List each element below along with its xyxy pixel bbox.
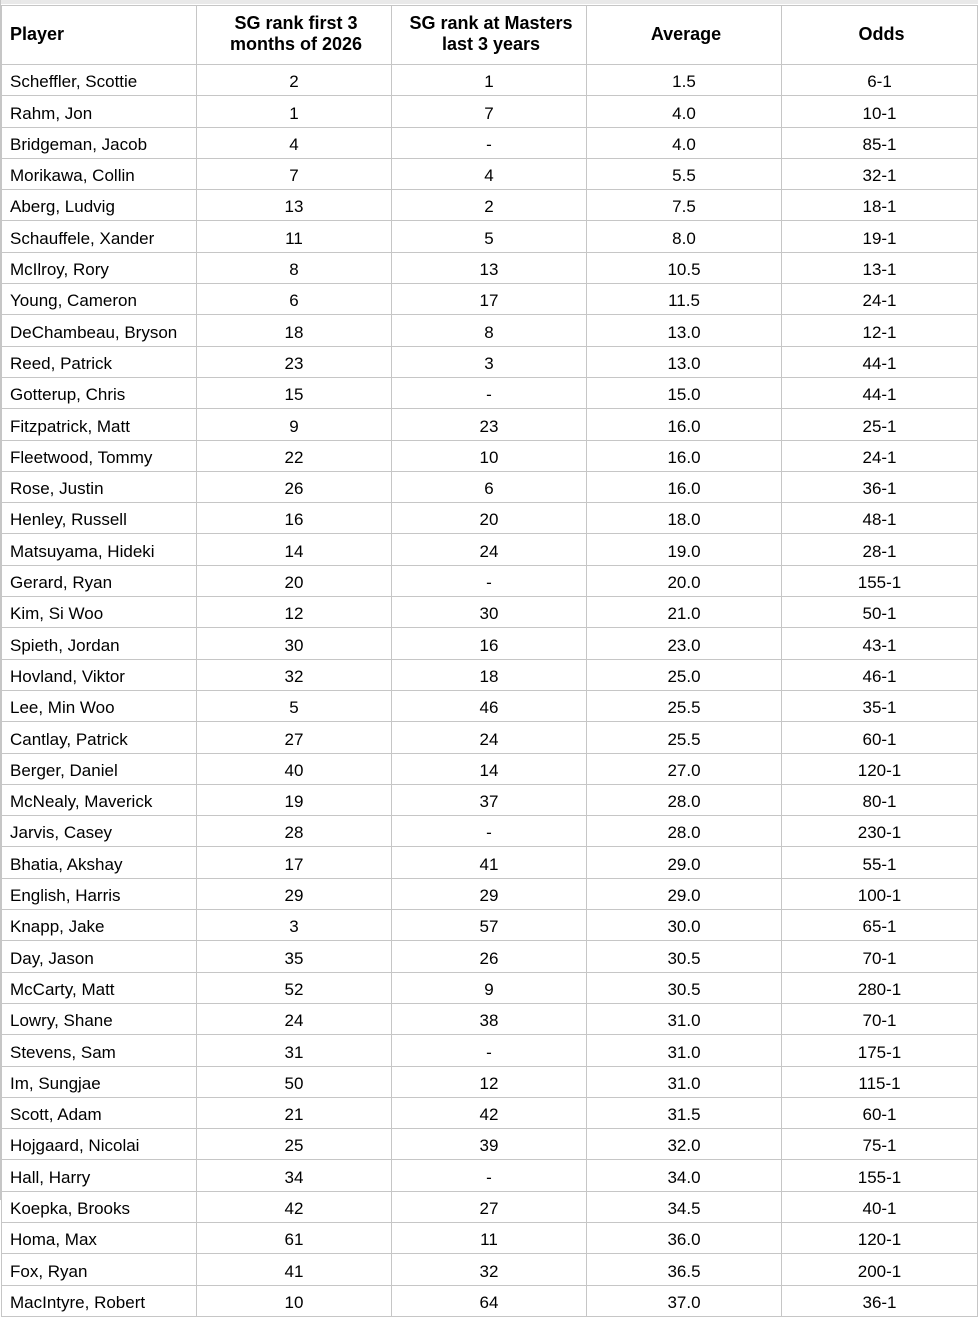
cell-player[interactable]: Day, Jason (2, 941, 197, 972)
cell-odds[interactable]: 50-1 (782, 597, 978, 628)
table-row (2, 784, 978, 815)
cell-player[interactable]: Aberg, Ludvig (2, 190, 197, 221)
cell-sg-rank-masters[interactable]: - (392, 127, 587, 158)
table-row (2, 377, 978, 408)
cell-sg-rank-masters[interactable]: 24 (392, 722, 587, 753)
header-player[interactable]: Player (2, 6, 197, 65)
cell-average[interactable]: 7.5 (587, 190, 782, 221)
cell-sg-rank-2026[interactable]: 52 (197, 972, 392, 1003)
table-row (2, 1222, 978, 1253)
table-row (2, 346, 978, 377)
cell-player[interactable]: McCarty, Matt (2, 972, 197, 1003)
cell-odds[interactable]: 175-1 (782, 1035, 978, 1066)
cell-sg-rank-2026[interactable]: 32 (197, 659, 392, 690)
cell-average[interactable]: 36.0 (587, 1222, 782, 1253)
cell-average[interactable]: 34.5 (587, 1191, 782, 1222)
table-row (2, 1160, 978, 1191)
table-row (2, 722, 978, 753)
cell-sg-rank-2026[interactable]: 35 (197, 941, 392, 972)
cell-sg-rank-masters[interactable]: 17 (392, 284, 587, 315)
cell-sg-rank-2026[interactable]: 28 (197, 816, 392, 847)
cell-average[interactable]: 27.0 (587, 753, 782, 784)
cell-odds[interactable]: 55-1 (782, 847, 978, 878)
cell-sg-rank-2026[interactable]: 41 (197, 1254, 392, 1285)
cell-odds[interactable]: 19-1 (782, 221, 978, 252)
cell-sg-rank-2026[interactable]: 14 (197, 534, 392, 565)
header-sg-rank-2026[interactable]: SG rank first 3 months of 2026 (197, 6, 392, 65)
table-row (2, 878, 978, 909)
cell-player[interactable]: Matsuyama, Hideki (2, 534, 197, 565)
cell-odds[interactable]: 115-1 (782, 1066, 978, 1097)
cell-odds[interactable]: 48-1 (782, 503, 978, 534)
cell-odds[interactable]: 65-1 (782, 910, 978, 941)
cell-player[interactable]: DeChambeau, Bryson (2, 315, 197, 346)
cell-sg-rank-2026[interactable]: 34 (197, 1160, 392, 1191)
cell-sg-rank-2026[interactable]: 8 (197, 252, 392, 283)
cell-average[interactable]: 31.0 (587, 1003, 782, 1034)
cell-average[interactable]: 31.0 (587, 1035, 782, 1066)
cell-odds[interactable]: 85-1 (782, 127, 978, 158)
cell-average[interactable]: 29.0 (587, 878, 782, 909)
table-row (2, 1129, 978, 1160)
table-row (2, 284, 978, 315)
cell-odds[interactable]: 60-1 (782, 1097, 978, 1128)
table-row (2, 1254, 978, 1285)
cell-player[interactable]: Homa, Max (2, 1222, 197, 1253)
table-row (2, 941, 978, 972)
cell-average[interactable]: 30.5 (587, 941, 782, 972)
cell-average[interactable]: 19.0 (587, 534, 782, 565)
cell-sg-rank-2026[interactable]: 27 (197, 722, 392, 753)
sheet-top-edge (0, 0, 978, 4)
cell-sg-rank-masters[interactable]: 23 (392, 409, 587, 440)
cell-odds[interactable]: 28-1 (782, 534, 978, 565)
cell-player[interactable]: Jarvis, Casey (2, 816, 197, 847)
cell-sg-rank-masters[interactable]: 12 (392, 1066, 587, 1097)
cell-player[interactable]: Stevens, Sam (2, 1035, 197, 1066)
cell-odds[interactable]: 12-1 (782, 315, 978, 346)
cell-sg-rank-masters[interactable]: 20 (392, 503, 587, 534)
cell-player[interactable]: Kim, Si Woo (2, 597, 197, 628)
cell-sg-rank-2026[interactable]: 50 (197, 1066, 392, 1097)
cell-sg-rank-masters[interactable]: 32 (392, 1254, 587, 1285)
cell-odds[interactable]: 44-1 (782, 346, 978, 377)
cell-average[interactable]: 25.5 (587, 722, 782, 753)
cell-player[interactable]: Cantlay, Patrick (2, 722, 197, 753)
cell-sg-rank-masters[interactable]: 3 (392, 346, 587, 377)
cell-player[interactable]: Im, Sungjae (2, 1066, 197, 1097)
cell-average[interactable]: 31.5 (587, 1097, 782, 1128)
cell-average[interactable]: 30.0 (587, 910, 782, 941)
cell-sg-rank-masters[interactable]: 1 (392, 65, 587, 96)
cell-sg-rank-2026[interactable]: 25 (197, 1129, 392, 1160)
cell-sg-rank-masters[interactable]: - (392, 377, 587, 408)
table-row (2, 1097, 978, 1128)
cell-sg-rank-masters[interactable]: 10 (392, 440, 587, 471)
cell-sg-rank-2026[interactable]: 3 (197, 910, 392, 941)
cell-average[interactable]: 5.5 (587, 158, 782, 189)
table-row (2, 503, 978, 534)
table-row (2, 471, 978, 502)
cell-sg-rank-2026[interactable]: 19 (197, 784, 392, 815)
cell-average[interactable]: 37.0 (587, 1285, 782, 1316)
table-row (2, 252, 978, 283)
cell-odds[interactable]: 70-1 (782, 1003, 978, 1034)
cell-player[interactable]: Morikawa, Collin (2, 158, 197, 189)
table-row (2, 847, 978, 878)
table-row (2, 628, 978, 659)
cell-sg-rank-2026[interactable]: 7 (197, 158, 392, 189)
cell-sg-rank-masters[interactable]: - (392, 816, 587, 847)
cell-average[interactable]: 32.0 (587, 1129, 782, 1160)
cell-sg-rank-2026[interactable]: 23 (197, 346, 392, 377)
cell-average[interactable]: 20.0 (587, 565, 782, 596)
cell-odds[interactable]: 36-1 (782, 471, 978, 502)
cell-player[interactable]: Fox, Ryan (2, 1254, 197, 1285)
cell-odds[interactable]: 43-1 (782, 628, 978, 659)
cell-player[interactable]: Berger, Daniel (2, 753, 197, 784)
cell-sg-rank-2026[interactable]: 4 (197, 127, 392, 158)
cell-odds[interactable]: 75-1 (782, 1129, 978, 1160)
cell-odds[interactable]: 18-1 (782, 190, 978, 221)
cell-odds[interactable]: 70-1 (782, 941, 978, 972)
cell-player[interactable]: McNealy, Maverick (2, 784, 197, 815)
cell-sg-rank-masters[interactable]: 64 (392, 1285, 587, 1316)
cell-average[interactable]: 21.0 (587, 597, 782, 628)
table-row (2, 972, 978, 1003)
table-row (2, 315, 978, 346)
cell-sg-rank-masters[interactable]: 30 (392, 597, 587, 628)
cell-player[interactable]: MacIntyre, Robert (2, 1285, 197, 1316)
header-sg-rank-masters[interactable]: SG rank at Masters last 3 years (392, 6, 587, 65)
cell-player[interactable]: Hall, Harry (2, 1160, 197, 1191)
cell-average[interactable]: 11.5 (587, 284, 782, 315)
cell-player[interactable]: Rose, Justin (2, 471, 197, 502)
table-row (2, 565, 978, 596)
cell-sg-rank-2026[interactable]: 1 (197, 96, 392, 127)
table-row (2, 1035, 978, 1066)
cell-sg-rank-masters[interactable]: - (392, 565, 587, 596)
table-row (2, 659, 978, 690)
cell-sg-rank-2026[interactable]: 6 (197, 284, 392, 315)
table-row (2, 127, 978, 158)
cell-sg-rank-masters[interactable]: 41 (392, 847, 587, 878)
cell-player[interactable]: Henley, Russell (2, 503, 197, 534)
cell-sg-rank-2026[interactable]: 15 (197, 377, 392, 408)
cell-sg-rank-2026[interactable]: 26 (197, 471, 392, 502)
cell-sg-rank-masters[interactable]: 29 (392, 878, 587, 909)
cell-average[interactable]: 29.0 (587, 847, 782, 878)
cell-sg-rank-masters[interactable]: 16 (392, 628, 587, 659)
cell-odds[interactable]: 155-1 (782, 1160, 978, 1191)
cell-average[interactable]: 13.0 (587, 346, 782, 377)
cell-odds[interactable]: 155-1 (782, 565, 978, 596)
cell-average[interactable]: 15.0 (587, 377, 782, 408)
table-row (2, 534, 978, 565)
cell-sg-rank-2026[interactable]: 21 (197, 1097, 392, 1128)
cell-sg-rank-2026[interactable]: 18 (197, 315, 392, 346)
cell-average[interactable]: 28.0 (587, 784, 782, 815)
cell-sg-rank-2026[interactable]: 30 (197, 628, 392, 659)
cell-sg-rank-2026[interactable]: 31 (197, 1035, 392, 1066)
cell-average[interactable]: 36.5 (587, 1254, 782, 1285)
cell-odds[interactable]: 230-1 (782, 816, 978, 847)
cell-average[interactable]: 30.5 (587, 972, 782, 1003)
table-row (2, 221, 978, 252)
cell-sg-rank-masters[interactable]: 2 (392, 190, 587, 221)
cell-sg-rank-2026[interactable]: 61 (197, 1222, 392, 1253)
cell-sg-rank-masters[interactable]: 9 (392, 972, 587, 1003)
cell-sg-rank-2026[interactable]: 10 (197, 1285, 392, 1316)
cell-sg-rank-2026[interactable]: 13 (197, 190, 392, 221)
cell-average[interactable]: 4.0 (587, 127, 782, 158)
cell-sg-rank-2026[interactable]: 16 (197, 503, 392, 534)
cell-odds[interactable]: 200-1 (782, 1254, 978, 1285)
cell-sg-rank-2026[interactable]: 5 (197, 690, 392, 721)
cell-sg-rank-masters[interactable]: 6 (392, 471, 587, 502)
cell-average[interactable]: 4.0 (587, 96, 782, 127)
table-row (2, 1285, 978, 1316)
header-average[interactable]: Average (587, 6, 782, 65)
cell-sg-rank-masters[interactable]: - (392, 1160, 587, 1191)
cell-sg-rank-masters[interactable]: 24 (392, 534, 587, 565)
cell-sg-rank-masters[interactable]: 26 (392, 941, 587, 972)
table-container (0, 5, 978, 1317)
cell-sg-rank-2026[interactable]: 17 (197, 847, 392, 878)
cell-average[interactable]: 10.5 (587, 252, 782, 283)
cell-sg-rank-masters[interactable]: 5 (392, 221, 587, 252)
cell-odds[interactable]: 60-1 (782, 722, 978, 753)
cell-odds[interactable]: 40-1 (782, 1191, 978, 1222)
cell-sg-rank-2026[interactable]: 12 (197, 597, 392, 628)
cell-player[interactable]: Lowry, Shane (2, 1003, 197, 1034)
table-row (2, 65, 978, 96)
cell-sg-rank-2026[interactable]: 24 (197, 1003, 392, 1034)
cell-odds[interactable]: 36-1 (782, 1285, 978, 1316)
cell-odds[interactable]: 120-1 (782, 753, 978, 784)
cell-sg-rank-2026[interactable]: 42 (197, 1191, 392, 1222)
cell-sg-rank-masters[interactable]: 27 (392, 1191, 587, 1222)
cell-sg-rank-2026[interactable]: 20 (197, 565, 392, 596)
cell-sg-rank-masters[interactable]: 14 (392, 753, 587, 784)
cell-player[interactable]: Young, Cameron (2, 284, 197, 315)
cell-player[interactable]: Reed, Patrick (2, 346, 197, 377)
cell-average[interactable]: 16.0 (587, 409, 782, 440)
cell-player[interactable]: Knapp, Jake (2, 910, 197, 941)
header-row (2, 6, 978, 65)
cell-player[interactable]: Gerard, Ryan (2, 565, 197, 596)
cell-sg-rank-masters[interactable]: 57 (392, 910, 587, 941)
table-row (2, 409, 978, 440)
cell-sg-rank-masters[interactable]: 37 (392, 784, 587, 815)
table-body (2, 65, 978, 1317)
cell-player[interactable]: Scott, Adam (2, 1097, 197, 1128)
cell-odds[interactable]: 32-1 (782, 158, 978, 189)
cell-odds[interactable]: 80-1 (782, 784, 978, 815)
cell-player[interactable]: Bridgeman, Jacob (2, 127, 197, 158)
cell-average[interactable]: 31.0 (587, 1066, 782, 1097)
cell-odds[interactable]: 10-1 (782, 96, 978, 127)
cell-player[interactable]: Schauffele, Xander (2, 221, 197, 252)
header-odds[interactable]: Odds (782, 6, 978, 65)
cell-odds[interactable]: 6-1 (782, 65, 978, 96)
cell-sg-rank-masters[interactable]: 7 (392, 96, 587, 127)
cell-sg-rank-masters[interactable]: 38 (392, 1003, 587, 1034)
cell-player[interactable]: Hojgaard, Nicolai (2, 1129, 197, 1160)
cell-sg-rank-2026[interactable]: 29 (197, 878, 392, 909)
cell-odds[interactable]: 120-1 (782, 1222, 978, 1253)
cell-sg-rank-2026[interactable]: 2 (197, 65, 392, 96)
table-row (2, 1066, 978, 1097)
cell-average[interactable]: 1.5 (587, 65, 782, 96)
cell-sg-rank-masters[interactable]: - (392, 1035, 587, 1066)
masters-rankings-table (1, 5, 978, 1317)
cell-odds[interactable]: 46-1 (782, 659, 978, 690)
cell-odds[interactable]: 35-1 (782, 690, 978, 721)
cell-average[interactable]: 28.0 (587, 816, 782, 847)
cell-player[interactable]: Koepka, Brooks (2, 1191, 197, 1222)
cell-sg-rank-2026[interactable]: 11 (197, 221, 392, 252)
cell-sg-rank-2026[interactable]: 22 (197, 440, 392, 471)
table-row (2, 440, 978, 471)
cell-average[interactable]: 18.0 (587, 503, 782, 534)
cell-player[interactable]: Lee, Min Woo (2, 690, 197, 721)
table-row (2, 597, 978, 628)
cell-average[interactable]: 23.0 (587, 628, 782, 659)
cell-player[interactable]: Fleetwood, Tommy (2, 440, 197, 471)
table-row (2, 190, 978, 221)
table-row (2, 1003, 978, 1034)
cell-odds[interactable]: 100-1 (782, 878, 978, 909)
cell-player[interactable]: Scheffler, Scottie (2, 65, 197, 96)
cell-odds[interactable]: 25-1 (782, 409, 978, 440)
cell-odds[interactable]: 24-1 (782, 440, 978, 471)
cell-sg-rank-masters[interactable]: 42 (392, 1097, 587, 1128)
table-row (2, 96, 978, 127)
cell-player[interactable]: Spieth, Jordan (2, 628, 197, 659)
cell-average[interactable]: 25.0 (587, 659, 782, 690)
cell-average[interactable]: 34.0 (587, 1160, 782, 1191)
cell-average[interactable]: 13.0 (587, 315, 782, 346)
cell-odds[interactable]: 24-1 (782, 284, 978, 315)
cell-player[interactable]: Rahm, Jon (2, 96, 197, 127)
cell-sg-rank-2026[interactable]: 40 (197, 753, 392, 784)
table-row (2, 816, 978, 847)
cell-sg-rank-masters[interactable]: 8 (392, 315, 587, 346)
table-row (2, 753, 978, 784)
cell-player[interactable]: Hovland, Viktor (2, 659, 197, 690)
cell-player[interactable]: Fitzpatrick, Matt (2, 409, 197, 440)
cell-sg-rank-masters[interactable]: 11 (392, 1222, 587, 1253)
cell-sg-rank-masters[interactable]: 18 (392, 659, 587, 690)
cell-sg-rank-masters[interactable]: 13 (392, 252, 587, 283)
cell-odds[interactable]: 13-1 (782, 252, 978, 283)
cell-sg-rank-2026[interactable]: 9 (197, 409, 392, 440)
cell-sg-rank-masters[interactable]: 39 (392, 1129, 587, 1160)
cell-odds[interactable]: 44-1 (782, 377, 978, 408)
cell-average[interactable]: 16.0 (587, 471, 782, 502)
cell-odds[interactable]: 280-1 (782, 972, 978, 1003)
table-row (2, 910, 978, 941)
cell-sg-rank-masters[interactable]: 46 (392, 690, 587, 721)
cell-average[interactable]: 8.0 (587, 221, 782, 252)
cell-player[interactable]: English, Harris (2, 878, 197, 909)
table-row (2, 1191, 978, 1222)
cell-sg-rank-masters[interactable]: 4 (392, 158, 587, 189)
cell-player[interactable]: Bhatia, Akshay (2, 847, 197, 878)
cell-player[interactable]: McIlroy, Rory (2, 252, 197, 283)
cell-average[interactable]: 16.0 (587, 440, 782, 471)
cell-player[interactable]: Gotterup, Chris (2, 377, 197, 408)
table-row (2, 690, 978, 721)
table-row (2, 158, 978, 189)
cell-average[interactable]: 25.5 (587, 690, 782, 721)
